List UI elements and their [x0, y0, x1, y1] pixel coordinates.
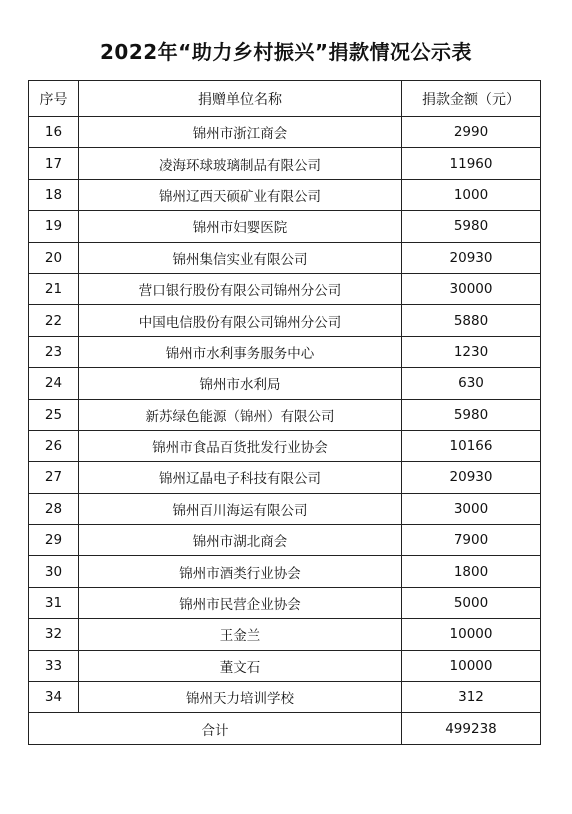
row-serial-number: 17: [29, 148, 79, 179]
row-donation-amount: 2990: [402, 117, 541, 148]
page-title: 2022年“助力乡村振兴”捐款情况公示表: [100, 40, 472, 64]
row-donor-name: 锦州市湖北商会: [79, 525, 402, 556]
row-donation-amount: 312: [402, 682, 541, 713]
row-donor-name: 凌海环球玻璃制品有限公司: [79, 148, 402, 179]
row-serial-number: 26: [29, 430, 79, 461]
table-row: [29, 619, 541, 650]
row-donor-name: 锦州市酒类行业协会: [79, 556, 402, 587]
row-donation-amount: 5980: [402, 211, 541, 242]
row-donation-amount: 1800: [402, 556, 541, 587]
row-serial-number: 22: [29, 305, 79, 336]
total-label: 合计: [29, 713, 402, 744]
row-donation-amount: 30000: [402, 273, 541, 304]
row-serial-number: 24: [29, 368, 79, 399]
table-row: [29, 399, 541, 430]
table-row: [29, 650, 541, 681]
table-row: [29, 525, 541, 556]
table-row: [29, 462, 541, 493]
table-row: [29, 273, 541, 304]
row-donation-amount: 630: [402, 368, 541, 399]
table-row: [29, 493, 541, 524]
table-header-row: [29, 81, 541, 117]
table-row: [29, 587, 541, 618]
table-row: [29, 148, 541, 179]
row-donation-amount: 10166: [402, 430, 541, 461]
row-donor-name: 锦州市民营企业协会: [79, 587, 402, 618]
total-amount: 499238: [402, 713, 541, 744]
row-serial-number: 30: [29, 556, 79, 587]
table-row: [29, 211, 541, 242]
row-donor-name: 董文石: [79, 650, 402, 681]
table-row: [29, 117, 541, 148]
table-row: [29, 179, 541, 210]
total-row: [29, 713, 541, 744]
row-serial-number: 32: [29, 619, 79, 650]
row-donor-name: 锦州市水利事务服务中心: [79, 336, 402, 367]
row-donation-amount: 5000: [402, 587, 541, 618]
row-serial-number: 28: [29, 493, 79, 524]
row-donation-amount: 5980: [402, 399, 541, 430]
table-row: [29, 242, 541, 273]
row-serial-number: 31: [29, 587, 79, 618]
row-serial-number: 23: [29, 336, 79, 367]
row-donation-amount: 11960: [402, 148, 541, 179]
row-serial-number: 27: [29, 462, 79, 493]
row-donation-amount: 20930: [402, 462, 541, 493]
row-donor-name: 锦州市妇婴医院: [79, 211, 402, 242]
row-donor-name: 锦州集信实业有限公司: [79, 242, 402, 273]
row-serial-number: 33: [29, 650, 79, 681]
table-row: [29, 430, 541, 461]
row-serial-number: 18: [29, 179, 79, 210]
row-donation-amount: 3000: [402, 493, 541, 524]
row-donor-name: 新苏绿色能源（锦州）有限公司: [79, 399, 402, 430]
row-serial-number: 20: [29, 242, 79, 273]
row-donor-name: 锦州天力培训学校: [79, 682, 402, 713]
row-serial-number: 34: [29, 682, 79, 713]
row-donor-name: 中国电信股份有限公司锦州分公司: [79, 305, 402, 336]
row-serial-number: 21: [29, 273, 79, 304]
table-row: [29, 556, 541, 587]
header-donation-amount: 捐款金额（元）: [402, 81, 541, 117]
row-serial-number: 16: [29, 117, 79, 148]
row-donation-amount: 1000: [402, 179, 541, 210]
row-donation-amount: 20930: [402, 242, 541, 273]
row-donation-amount: 7900: [402, 525, 541, 556]
row-serial-number: 19: [29, 211, 79, 242]
row-donor-name: 锦州市浙江商会: [79, 117, 402, 148]
row-donor-name: 锦州市水利局: [79, 368, 402, 399]
row-donor-name: 锦州辽西天硕矿业有限公司: [79, 179, 402, 210]
table-body: [29, 117, 541, 713]
row-donation-amount: 10000: [402, 619, 541, 650]
table-row: [29, 368, 541, 399]
row-donor-name: 营口银行股份有限公司锦州分公司: [79, 273, 402, 304]
row-serial-number: 25: [29, 399, 79, 430]
row-donation-amount: 5880: [402, 305, 541, 336]
row-donor-name: 锦州辽晶电子科技有限公司: [79, 462, 402, 493]
table-row: [29, 305, 541, 336]
table-row: [29, 682, 541, 713]
row-donor-name: 王金兰: [79, 619, 402, 650]
row-donation-amount: 1230: [402, 336, 541, 367]
row-serial-number: 29: [29, 525, 79, 556]
header-donor-name: 捐赠单位名称: [79, 81, 402, 117]
row-donor-name: 锦州市食品百货批发行业协会: [79, 430, 402, 461]
row-donation-amount: 10000: [402, 650, 541, 681]
row-donor-name: 锦州百川海运有限公司: [79, 493, 402, 524]
header-serial-number: 序号: [29, 81, 79, 117]
donation-table: [28, 80, 541, 745]
table-row: [29, 336, 541, 367]
